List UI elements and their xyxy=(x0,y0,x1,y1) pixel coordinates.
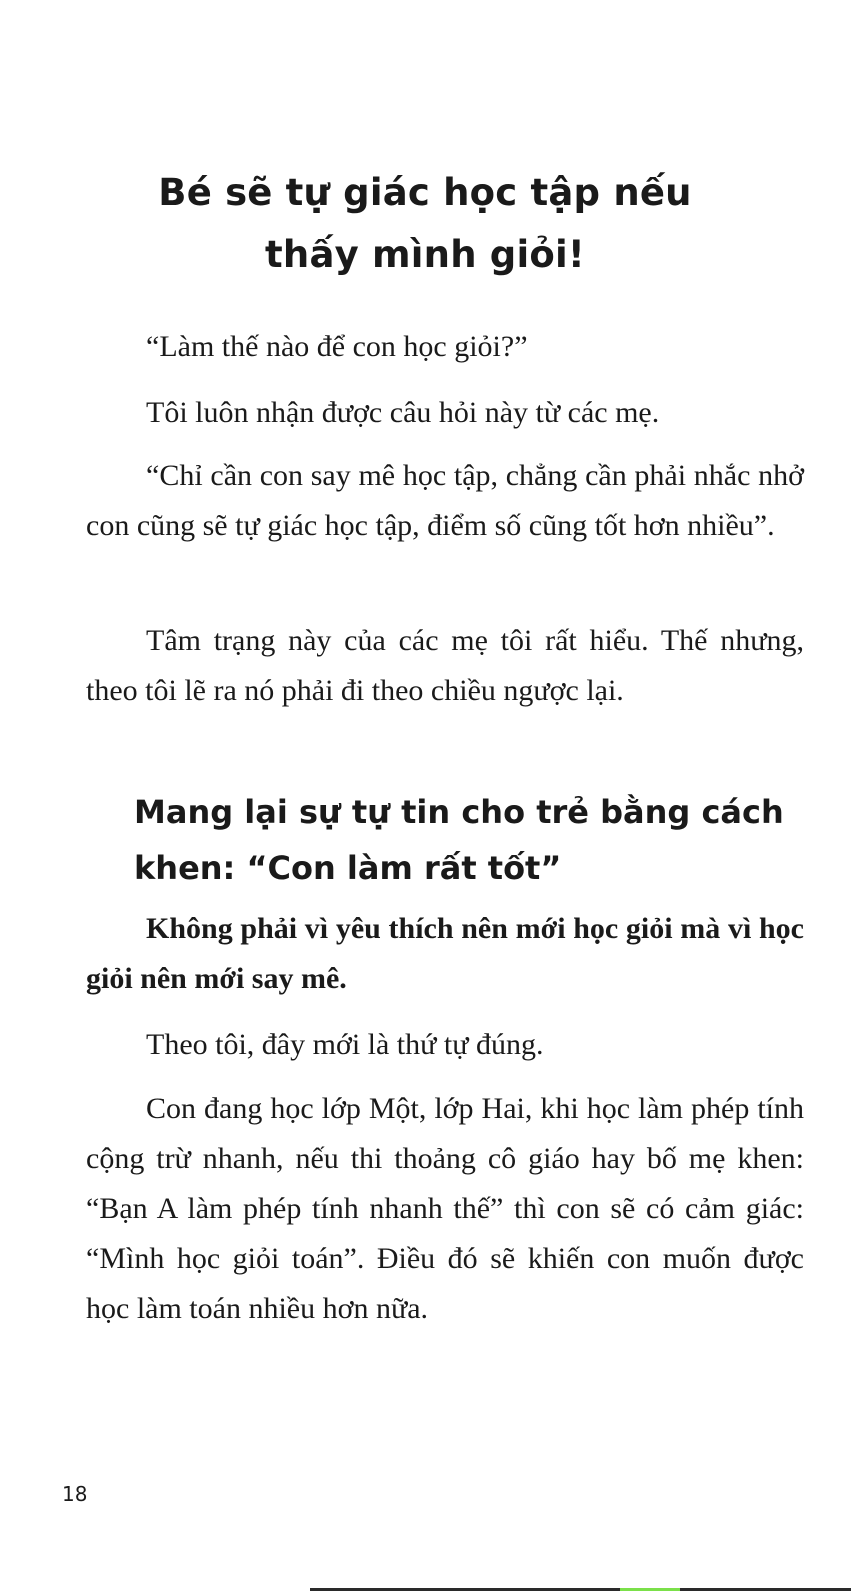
bottom-rule-accent xyxy=(620,1588,680,1591)
section-heading: Mang lại sự tự tin cho trẻ bằng cách khen: “Con làm rất tốt” xyxy=(134,793,784,887)
paragraph-intro: Tôi luôn nhận được câu hỏi này từ các mẹ. xyxy=(146,396,660,429)
paragraph-question: “Làm thế nào để con học giỏi?” xyxy=(146,330,528,363)
section-lead: Không phải vì yêu thích nên mới học giỏi mà vì học giỏi nên mới say mê. xyxy=(86,912,804,995)
bottom-rule xyxy=(310,1588,851,1591)
paragraph-example: Con đang học lớp Một, lớp Hai, khi học làm phép tính cộng trừ nhanh, nếu thi thoảng cô giáo hay bố mẹ khen: “Bạn A làm phép tính nhanh thế” thì con sẽ có cảm giác: “Mình học giỏi toán”. Điều đó sẽ khiến con muốn được học làm toán nhiều hơn nữa. xyxy=(86,1092,804,1325)
chapter-title: Bé sẽ tự giác học tập nếu thấy mình giỏi! xyxy=(158,171,692,276)
paragraph-order: Theo tôi, đây mới là thứ tự đúng. xyxy=(146,1028,544,1061)
page-number: 18 xyxy=(62,1482,88,1506)
paragraph-opinion: Tâm trạng này của các mẹ tôi rất hiểu. Thế nhưng, theo tôi lẽ ra nó phải đi theo chiều ngược lại. xyxy=(86,624,804,707)
paragraph-quote: “Chỉ cần con say mê học tập, chẳng cần phải nhắc nhở con cũng sẽ tự giác học tập, điểm số cũng tốt hơn nhiều”. xyxy=(86,459,804,542)
